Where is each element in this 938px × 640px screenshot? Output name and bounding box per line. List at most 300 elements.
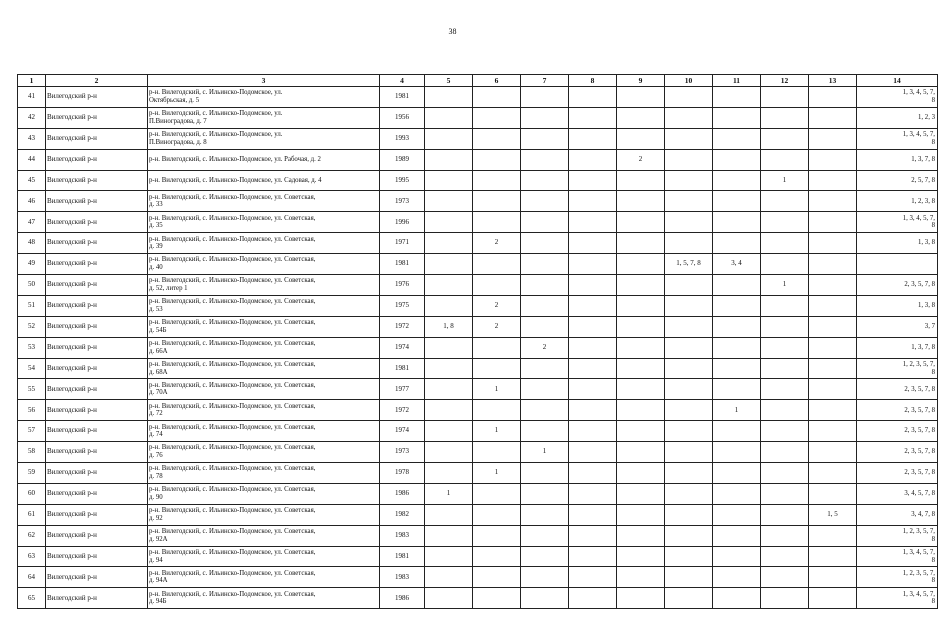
cell-col-11	[713, 546, 761, 567]
cell-col-9	[617, 442, 665, 463]
cell-year: 1989	[380, 149, 425, 170]
cell-district: Вилегодский р-н	[46, 337, 148, 358]
cell-col-5: 1, 8	[425, 316, 473, 337]
cell-col-5	[425, 254, 473, 275]
cell-col-13	[809, 212, 857, 233]
cell-year: 1971	[380, 233, 425, 254]
cell-col-13	[809, 87, 857, 108]
cell-col-11	[713, 233, 761, 254]
cell-col-6	[473, 107, 521, 128]
cell-address: р-н. Вилегодский, с. Ильинско-Подомское, ул. Советская, д. 33	[148, 191, 380, 212]
cell-address: р-н. Вилегодский, с. Ильинско-Подомское, ул. Садовая, д. 4	[148, 170, 380, 191]
cell-row-number: 54	[18, 358, 46, 379]
cell-col-14: 1, 3, 4, 5, 7, 8	[857, 212, 938, 233]
cell-col-14: 1, 3, 4, 5, 7, 8	[857, 588, 938, 609]
cell-col-13	[809, 128, 857, 149]
cell-col-8	[569, 379, 617, 400]
cell-col-7	[521, 107, 569, 128]
cell-year: 1995	[380, 170, 425, 191]
cell-col-10	[665, 107, 713, 128]
cell-col-7	[521, 504, 569, 525]
cell-col-5	[425, 233, 473, 254]
cell-col-11	[713, 337, 761, 358]
cell-col-9	[617, 463, 665, 484]
cell-year: 1981	[380, 87, 425, 108]
cell-row-number: 60	[18, 483, 46, 504]
cell-col-9	[617, 546, 665, 567]
column-header-2: 2	[46, 75, 148, 87]
cell-col-12: 1	[761, 275, 809, 296]
cell-col-14: 1, 2, 3, 8	[857, 191, 938, 212]
cell-col-7	[521, 128, 569, 149]
cell-row-number: 46	[18, 191, 46, 212]
cell-year: 1975	[380, 295, 425, 316]
cell-col-8	[569, 588, 617, 609]
cell-district: Вилегодский р-н	[46, 316, 148, 337]
cell-address: р-н. Вилегодский, с. Ильинско-Подомское, ул. Советская, д. 39	[148, 233, 380, 254]
cell-col-13	[809, 421, 857, 442]
cell-col-8	[569, 463, 617, 484]
data-table	[17, 74, 938, 609]
page-number: 38	[448, 27, 457, 36]
cell-col-8	[569, 128, 617, 149]
cell-col-10	[665, 525, 713, 546]
cell-col-11: 1	[713, 400, 761, 421]
cell-row-number: 45	[18, 170, 46, 191]
cell-col-12	[761, 337, 809, 358]
cell-col-12	[761, 295, 809, 316]
cell-col-6	[473, 212, 521, 233]
cell-district: Вилегодский р-н	[46, 379, 148, 400]
cell-col-10	[665, 275, 713, 296]
cell-row-number: 57	[18, 421, 46, 442]
column-header-8: 8	[569, 75, 617, 87]
cell-col-12	[761, 504, 809, 525]
table-row	[18, 588, 938, 609]
cell-row-number: 56	[18, 400, 46, 421]
cell-col-8	[569, 107, 617, 128]
table-row	[18, 107, 938, 128]
column-header-4: 4	[380, 75, 425, 87]
cell-district: Вилегодский р-н	[46, 295, 148, 316]
table-body	[18, 87, 938, 609]
cell-col-5	[425, 275, 473, 296]
column-header-12: 12	[761, 75, 809, 87]
cell-col-7	[521, 191, 569, 212]
cell-row-number: 64	[18, 567, 46, 588]
cell-col-11	[713, 483, 761, 504]
cell-col-14: 2, 3, 5, 7, 8	[857, 400, 938, 421]
cell-col-9	[617, 316, 665, 337]
cell-row-number: 48	[18, 233, 46, 254]
cell-year: 1974	[380, 337, 425, 358]
cell-district: Вилегодский р-н	[46, 525, 148, 546]
cell-col-14: 1, 2, 3, 5, 7, 8	[857, 358, 938, 379]
cell-district: Вилегодский р-н	[46, 128, 148, 149]
cell-col-11: 3, 4	[713, 254, 761, 275]
cell-col-14: 3, 7	[857, 316, 938, 337]
cell-col-10	[665, 358, 713, 379]
cell-row-number: 63	[18, 546, 46, 567]
cell-col-14: 2, 3, 5, 7, 8	[857, 379, 938, 400]
cell-col-14: 1, 2, 3	[857, 107, 938, 128]
cell-col-9	[617, 567, 665, 588]
cell-col-8	[569, 295, 617, 316]
cell-row-number: 41	[18, 87, 46, 108]
cell-col-11	[713, 128, 761, 149]
cell-address: р-н. Вилегодский, с. Ильинско-Подомское, ул. Советская, д. 52, литер 1	[148, 275, 380, 296]
cell-col-9	[617, 358, 665, 379]
cell-col-12	[761, 107, 809, 128]
cell-address: р-н. Вилегодский, с. Ильинско-Подомское, ул. Советская, д. 92	[148, 504, 380, 525]
cell-col-7	[521, 170, 569, 191]
cell-col-11	[713, 525, 761, 546]
cell-year: 1986	[380, 588, 425, 609]
cell-col-10: 1, 5, 7, 8	[665, 254, 713, 275]
cell-col-6: 2	[473, 316, 521, 337]
cell-col-8	[569, 254, 617, 275]
cell-col-6: 1	[473, 379, 521, 400]
cell-col-7	[521, 254, 569, 275]
cell-col-9: 2	[617, 149, 665, 170]
table-row	[18, 358, 938, 379]
cell-district: Вилегодский р-н	[46, 546, 148, 567]
cell-col-12	[761, 567, 809, 588]
cell-col-6	[473, 87, 521, 108]
cell-district: Вилегодский р-н	[46, 191, 148, 212]
cell-col-7	[521, 87, 569, 108]
cell-year: 1978	[380, 463, 425, 484]
cell-col-11	[713, 295, 761, 316]
cell-address: р-н. Вилегодский, с. Ильинско-Подомское, ул. Советская, д. 68А	[148, 358, 380, 379]
cell-col-13	[809, 107, 857, 128]
cell-col-13	[809, 191, 857, 212]
cell-col-13	[809, 275, 857, 296]
cell-col-7	[521, 546, 569, 567]
cell-col-14: 3, 4, 7, 8	[857, 504, 938, 525]
table-row	[18, 275, 938, 296]
cell-col-13	[809, 358, 857, 379]
cell-col-13	[809, 316, 857, 337]
cell-col-12	[761, 87, 809, 108]
cell-district: Вилегодский р-н	[46, 463, 148, 484]
cell-col-7	[521, 379, 569, 400]
cell-district: Вилегодский р-н	[46, 107, 148, 128]
cell-col-13	[809, 483, 857, 504]
cell-year: 1981	[380, 546, 425, 567]
cell-district: Вилегодский р-н	[46, 588, 148, 609]
column-header-5: 5	[425, 75, 473, 87]
table-row	[18, 504, 938, 525]
cell-year: 1972	[380, 400, 425, 421]
cell-col-10	[665, 483, 713, 504]
cell-year: 1973	[380, 442, 425, 463]
cell-col-5	[425, 128, 473, 149]
cell-col-14	[857, 254, 938, 275]
cell-col-7: 2	[521, 337, 569, 358]
cell-col-6: 1	[473, 421, 521, 442]
cell-col-6	[473, 525, 521, 546]
cell-col-12	[761, 400, 809, 421]
cell-col-7	[521, 421, 569, 442]
cell-col-6	[473, 400, 521, 421]
cell-district: Вилегодский р-н	[46, 275, 148, 296]
cell-col-9	[617, 128, 665, 149]
cell-row-number: 55	[18, 379, 46, 400]
cell-col-14: 1, 3, 4, 5, 7, 8	[857, 546, 938, 567]
cell-col-11	[713, 379, 761, 400]
cell-col-9	[617, 588, 665, 609]
cell-row-number: 42	[18, 107, 46, 128]
cell-col-8	[569, 546, 617, 567]
cell-address: р-н. Вилегодский, с. Ильинско-Подомское, ул. Советская, д. 53	[148, 295, 380, 316]
cell-address: р-н. Вилегодский, с. Ильинско-Подомское, ул. Советская, д. 94	[148, 546, 380, 567]
cell-row-number: 50	[18, 275, 46, 296]
cell-col-11	[713, 567, 761, 588]
cell-col-13	[809, 567, 857, 588]
cell-district: Вилегодский р-н	[46, 483, 148, 504]
cell-col-8	[569, 358, 617, 379]
cell-col-14: 1, 3, 4, 5, 7, 8	[857, 128, 938, 149]
cell-col-14: 1, 3, 7, 8	[857, 337, 938, 358]
cell-col-9	[617, 483, 665, 504]
table-row	[18, 233, 938, 254]
column-header-14: 14	[857, 75, 938, 87]
cell-address: р-н. Вилегодский, с. Ильинско-Подомское, ул. П.Виноградова, д. 8	[148, 128, 380, 149]
cell-col-14: 1, 3, 7, 8	[857, 149, 938, 170]
cell-col-10	[665, 546, 713, 567]
cell-col-6	[473, 483, 521, 504]
cell-col-10	[665, 421, 713, 442]
cell-col-5	[425, 358, 473, 379]
cell-col-14: 1, 3, 4, 5, 7, 8	[857, 87, 938, 108]
cell-col-9	[617, 421, 665, 442]
cell-col-12	[761, 483, 809, 504]
cell-col-13	[809, 588, 857, 609]
cell-district: Вилегодский р-н	[46, 233, 148, 254]
cell-col-11	[713, 87, 761, 108]
cell-col-12: 1	[761, 170, 809, 191]
table-row	[18, 316, 938, 337]
cell-col-8	[569, 87, 617, 108]
cell-col-10	[665, 588, 713, 609]
cell-col-5	[425, 546, 473, 567]
cell-address: р-н. Вилегодский, с. Ильинско-Подомское, ул. Советская, д. 66А	[148, 337, 380, 358]
cell-col-7	[521, 295, 569, 316]
cell-col-13	[809, 400, 857, 421]
table-row	[18, 546, 938, 567]
table-row	[18, 337, 938, 358]
cell-col-12	[761, 588, 809, 609]
cell-col-10	[665, 212, 713, 233]
cell-year: 1993	[380, 128, 425, 149]
table-row	[18, 170, 938, 191]
cell-col-6	[473, 254, 521, 275]
cell-district: Вилегодский р-н	[46, 212, 148, 233]
cell-col-10	[665, 170, 713, 191]
table-row	[18, 525, 938, 546]
cell-col-13	[809, 546, 857, 567]
cell-row-number: 44	[18, 149, 46, 170]
cell-row-number: 43	[18, 128, 46, 149]
cell-address: р-н. Вилегодский, с. Ильинско-Подомское, ул. Советская, д. 94А	[148, 567, 380, 588]
cell-col-7	[521, 567, 569, 588]
cell-col-13	[809, 295, 857, 316]
cell-col-13	[809, 337, 857, 358]
cell-col-13	[809, 254, 857, 275]
cell-year: 1983	[380, 525, 425, 546]
cell-col-7	[521, 316, 569, 337]
column-header-6: 6	[473, 75, 521, 87]
cell-address: р-н. Вилегодский, с. Ильинско-Подомское, ул. Советская, д. 78	[148, 463, 380, 484]
cell-district: Вилегодский р-н	[46, 170, 148, 191]
cell-year: 1981	[380, 358, 425, 379]
cell-year: 1974	[380, 421, 425, 442]
cell-col-10	[665, 233, 713, 254]
cell-col-6: 2	[473, 295, 521, 316]
cell-col-5	[425, 87, 473, 108]
cell-col-9	[617, 295, 665, 316]
cell-col-11	[713, 107, 761, 128]
cell-year: 1973	[380, 191, 425, 212]
cell-col-14: 2, 3, 5, 7, 8	[857, 442, 938, 463]
cell-col-12	[761, 149, 809, 170]
table-row	[18, 421, 938, 442]
cell-district: Вилегодский р-н	[46, 358, 148, 379]
cell-col-8	[569, 504, 617, 525]
cell-col-11	[713, 358, 761, 379]
cell-district: Вилегодский р-н	[46, 87, 148, 108]
cell-address: р-н. Вилегодский, с. Ильинско-Подомское, ул. Советская, д. 92А	[148, 525, 380, 546]
column-header-1: 1	[18, 75, 46, 87]
cell-col-12	[761, 525, 809, 546]
cell-col-8	[569, 191, 617, 212]
cell-col-6	[473, 170, 521, 191]
cell-col-12	[761, 421, 809, 442]
cell-col-6: 2	[473, 233, 521, 254]
cell-col-7	[521, 525, 569, 546]
cell-year: 1981	[380, 254, 425, 275]
cell-district: Вилегодский р-н	[46, 504, 148, 525]
cell-row-number: 47	[18, 212, 46, 233]
cell-col-6	[473, 358, 521, 379]
cell-col-7	[521, 463, 569, 484]
cell-col-5	[425, 107, 473, 128]
cell-col-8	[569, 149, 617, 170]
cell-col-13	[809, 525, 857, 546]
cell-col-12	[761, 316, 809, 337]
cell-col-10	[665, 128, 713, 149]
cell-district: Вилегодский р-н	[46, 442, 148, 463]
cell-col-5	[425, 337, 473, 358]
cell-col-12	[761, 254, 809, 275]
cell-col-14: 2, 3, 5, 7, 8	[857, 421, 938, 442]
cell-col-7	[521, 483, 569, 504]
cell-address: р-н. Вилегодский, с. Ильинско-Подомское, ул. Советская, д. 94Б	[148, 588, 380, 609]
cell-col-6	[473, 191, 521, 212]
cell-row-number: 61	[18, 504, 46, 525]
cell-col-10	[665, 191, 713, 212]
cell-col-6	[473, 504, 521, 525]
cell-address: р-н. Вилегодский, с. Ильинско-Подомское, ул. Советская, д. 74	[148, 421, 380, 442]
cell-col-6	[473, 337, 521, 358]
cell-col-6: 1	[473, 463, 521, 484]
table-row	[18, 191, 938, 212]
cell-col-13	[809, 149, 857, 170]
cell-col-5	[425, 400, 473, 421]
cell-col-10	[665, 400, 713, 421]
cell-col-10	[665, 87, 713, 108]
table-row	[18, 149, 938, 170]
cell-col-12	[761, 379, 809, 400]
cell-year: 1956	[380, 107, 425, 128]
cell-district: Вилегодский р-н	[46, 421, 148, 442]
cell-col-11	[713, 170, 761, 191]
cell-col-7	[521, 275, 569, 296]
cell-col-11	[713, 504, 761, 525]
table-row	[18, 295, 938, 316]
cell-col-12	[761, 463, 809, 484]
cell-col-6	[473, 275, 521, 296]
cell-address: р-н. Вилегодский, с. Ильинско-Подомское, ул. Советская, д. 35	[148, 212, 380, 233]
cell-col-12	[761, 128, 809, 149]
cell-col-9	[617, 504, 665, 525]
cell-col-10	[665, 442, 713, 463]
table-row	[18, 87, 938, 108]
table-row	[18, 254, 938, 275]
cell-col-5	[425, 463, 473, 484]
cell-col-14: 2, 5, 7, 8	[857, 170, 938, 191]
cell-col-14: 1, 2, 3, 5, 7, 8	[857, 525, 938, 546]
cell-row-number: 59	[18, 463, 46, 484]
cell-address: р-н. Вилегодский, с. Ильинско-Подомское, ул. Советская, д. 70А	[148, 379, 380, 400]
cell-col-13	[809, 170, 857, 191]
cell-col-5	[425, 588, 473, 609]
cell-col-5	[425, 442, 473, 463]
cell-col-8	[569, 567, 617, 588]
cell-col-10	[665, 149, 713, 170]
cell-address: р-н. Вилегодский, с. Ильинско-Подомское, ул. Советская, д. 90	[148, 483, 380, 504]
cell-col-9	[617, 379, 665, 400]
table-row	[18, 128, 938, 149]
cell-col-12	[761, 546, 809, 567]
cell-col-12	[761, 212, 809, 233]
cell-col-10	[665, 337, 713, 358]
cell-col-5	[425, 191, 473, 212]
cell-year: 1982	[380, 504, 425, 525]
cell-col-6	[473, 149, 521, 170]
cell-col-11	[713, 275, 761, 296]
cell-row-number: 51	[18, 295, 46, 316]
column-header-11: 11	[713, 75, 761, 87]
cell-col-8	[569, 170, 617, 191]
cell-district: Вилегодский р-н	[46, 254, 148, 275]
cell-col-11	[713, 316, 761, 337]
cell-col-7: 1	[521, 442, 569, 463]
cell-col-5	[425, 421, 473, 442]
table-row	[18, 463, 938, 484]
cell-address: р-н. Вилегодский, с. Ильинско-Подомское, ул. Советская, д. 72	[148, 400, 380, 421]
cell-col-8	[569, 212, 617, 233]
cell-col-5	[425, 567, 473, 588]
cell-col-13	[809, 442, 857, 463]
cell-col-9	[617, 400, 665, 421]
cell-col-13: 1, 5	[809, 504, 857, 525]
cell-col-14: 1, 2, 3, 5, 7, 8	[857, 567, 938, 588]
cell-col-12	[761, 358, 809, 379]
cell-col-11	[713, 442, 761, 463]
cell-col-9	[617, 107, 665, 128]
